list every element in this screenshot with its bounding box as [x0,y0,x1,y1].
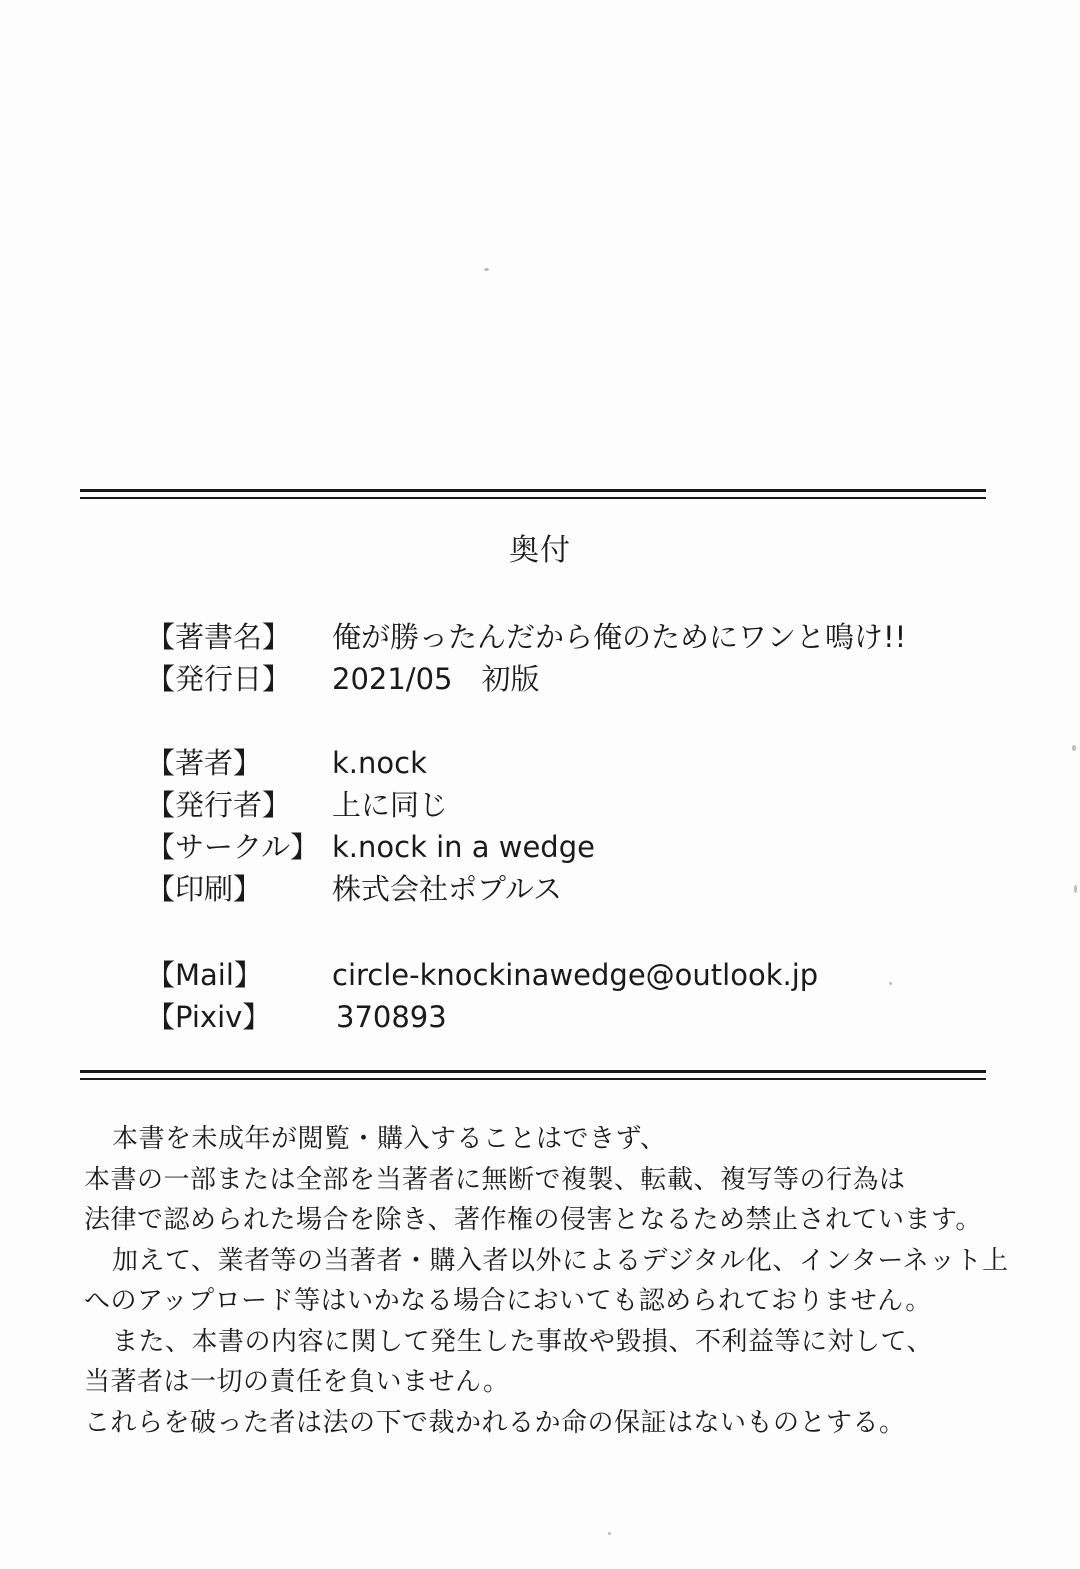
bottom-double-divider [80,1070,986,1073]
info-value-title: 俺が勝ったんだから俺のためにワンと鳴け!! [332,620,907,654]
info-value-publish-date: 2021/05 初版 [332,662,540,696]
info-label-circle: 【サークル】 [146,830,320,864]
info-value-printer: 株式会社ポプルス [332,872,562,906]
paper-speck [1072,745,1076,751]
top-double-divider [80,489,986,492]
notice-line: これらを破った者は法の下で裁かれるか命の保証はないものとする。 [84,1407,906,1438]
info-value-pixiv: 370893 [336,1000,447,1034]
legal-notice [84,1119,1014,1443]
notice-line: へのアップロード等はいかなる場合においても認められておりません。 [84,1286,932,1316]
info-label-author: 【著者】 [146,746,263,780]
notice-line: 法律で認められた場合を除き、著作権の侵害となるため禁止されています。 [84,1205,982,1235]
info-label-publish-date: 【発行日】 [146,662,292,696]
paper-speck [484,268,489,271]
info-label-mail: 【Mail】 [146,958,263,992]
notice-line: また、本書の内容に関して発生した事故や毀損、不利益等に対して、 [112,1326,933,1357]
info-value-author: k.nock [332,746,427,780]
paper-speck [889,982,892,985]
paper-speck [1074,885,1077,893]
notice-line: 本書の一部または全部を当著者に無断で複製、転載、複写等の行為は [84,1164,906,1195]
notice-line: 本書を未成年が閲覧・購入することはできず、 [112,1124,667,1154]
notice-line: 加えて、業者等の当著者・購入者以外によるデジタル化、インターネット上 [112,1245,1009,1276]
info-value-mail: circle-knockinawedge@outlook.jp [332,958,819,992]
notice-line: 当著者は一切の責任を負いません。 [84,1367,510,1397]
info-label-title: 【著書名】 [146,620,292,654]
colophon-title: 奥付 [509,533,571,568]
info-label-publisher: 【発行者】 [146,788,292,822]
info-value-publisher: 上に同じ [332,788,449,822]
info-label-pixiv: 【Pixiv】 [146,1000,272,1034]
info-value-circle: k.nock in a wedge [332,830,595,864]
info-label-printer: 【印刷】 [146,872,263,906]
paper-speck [608,1532,611,1535]
